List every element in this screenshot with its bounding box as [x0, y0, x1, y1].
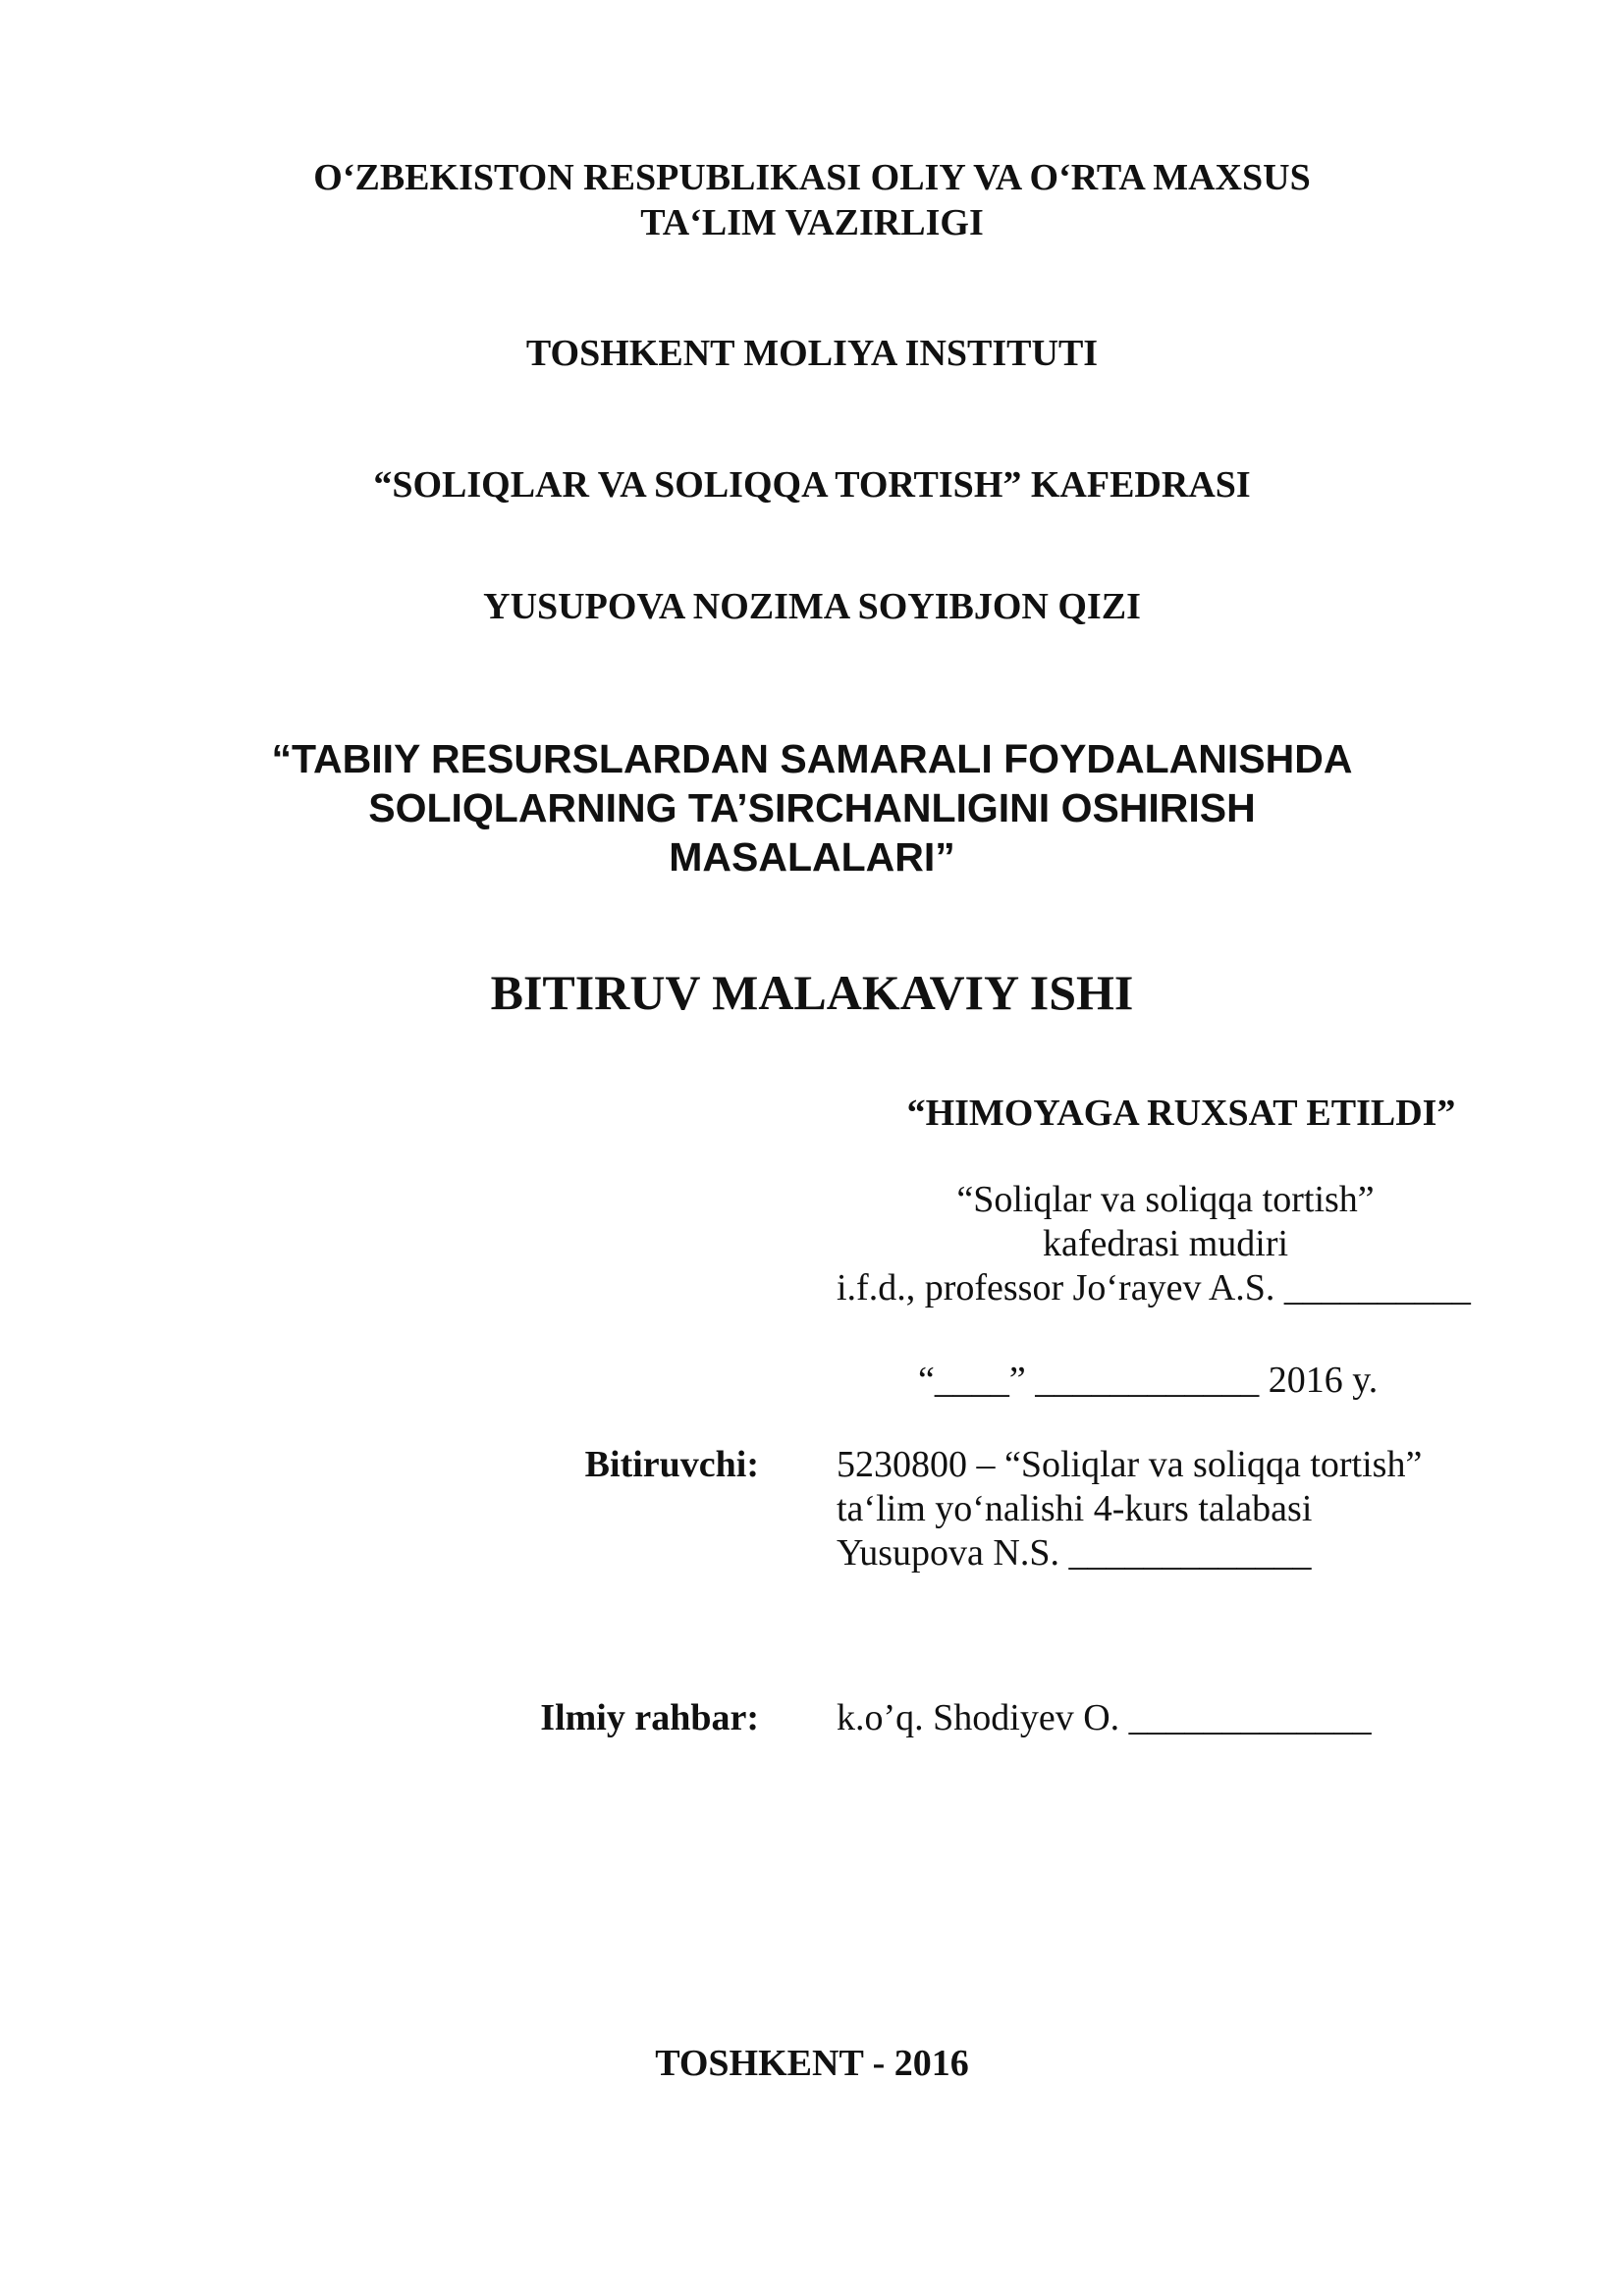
footer-city-year: TOSHKENT - 2016	[655, 2043, 969, 2084]
department-head-block	[837, 1178, 1494, 1310]
graduate-course-line: ta‘lim yo‘nalishi 4-kurs talabasi	[837, 1488, 1313, 1529]
head-department-line: “Soliqlar va soliqqa tortish”	[956, 1179, 1375, 1220]
ministry-line-1: O‘ZBEKISTON RESPUBLIKASI OLIY VA O‘RTA MAXSUS	[313, 157, 1311, 198]
ministry-line-2: TA‘LIM VAZIRLIGI	[640, 202, 984, 243]
topic-line-2: SOLIQLARNING TA’SIRCHANLIGINI OSHIRISH	[368, 785, 1256, 830]
graduate-specialty-line: 5230800 – “Soliqlar va soliqqa tortish”	[837, 1444, 1423, 1485]
institute-name: TOSHKENT MOLIYA INSTITUTI	[525, 333, 1099, 374]
topic-line-1: “TABIIY RESURSLARDAN SAMARALI FOYDALANISHDA	[271, 736, 1353, 781]
graduate-label: Bitiruvchi:	[584, 1444, 759, 1485]
graduate-info	[837, 1443, 1422, 1575]
approval-date-line: “____” ____________ 2016 y.	[918, 1360, 1379, 1401]
topic-line-3: MASALALARI”	[669, 834, 955, 880]
author-name: YUSUPOVA NOZIMA SOYIBJON QIZI	[483, 586, 1141, 627]
approval-title: “HIMOYAGA RUXSAT ETILDI”	[906, 1093, 1456, 1134]
head-position-line: kafedrasi mudiri	[1042, 1223, 1289, 1264]
department-name: “SOLIQLAR VA SOLIQQA TORTISH” KAFEDRASI	[373, 464, 1251, 506]
head-name-signature-line: i.f.d., professor Jo‘rayev A.S. __________	[837, 1267, 1471, 1308]
work-type-title: BITIRUV MALAKAVIY ISHI	[490, 965, 1134, 1020]
supervisor-label: Ilmiy rahbar:	[540, 1697, 759, 1738]
supervisor-name-signature-line: k.o’q. Shodiyev O. _____________	[837, 1697, 1372, 1738]
graduate-name-signature-line: Yusupova N.S. _____________	[837, 1532, 1312, 1574]
